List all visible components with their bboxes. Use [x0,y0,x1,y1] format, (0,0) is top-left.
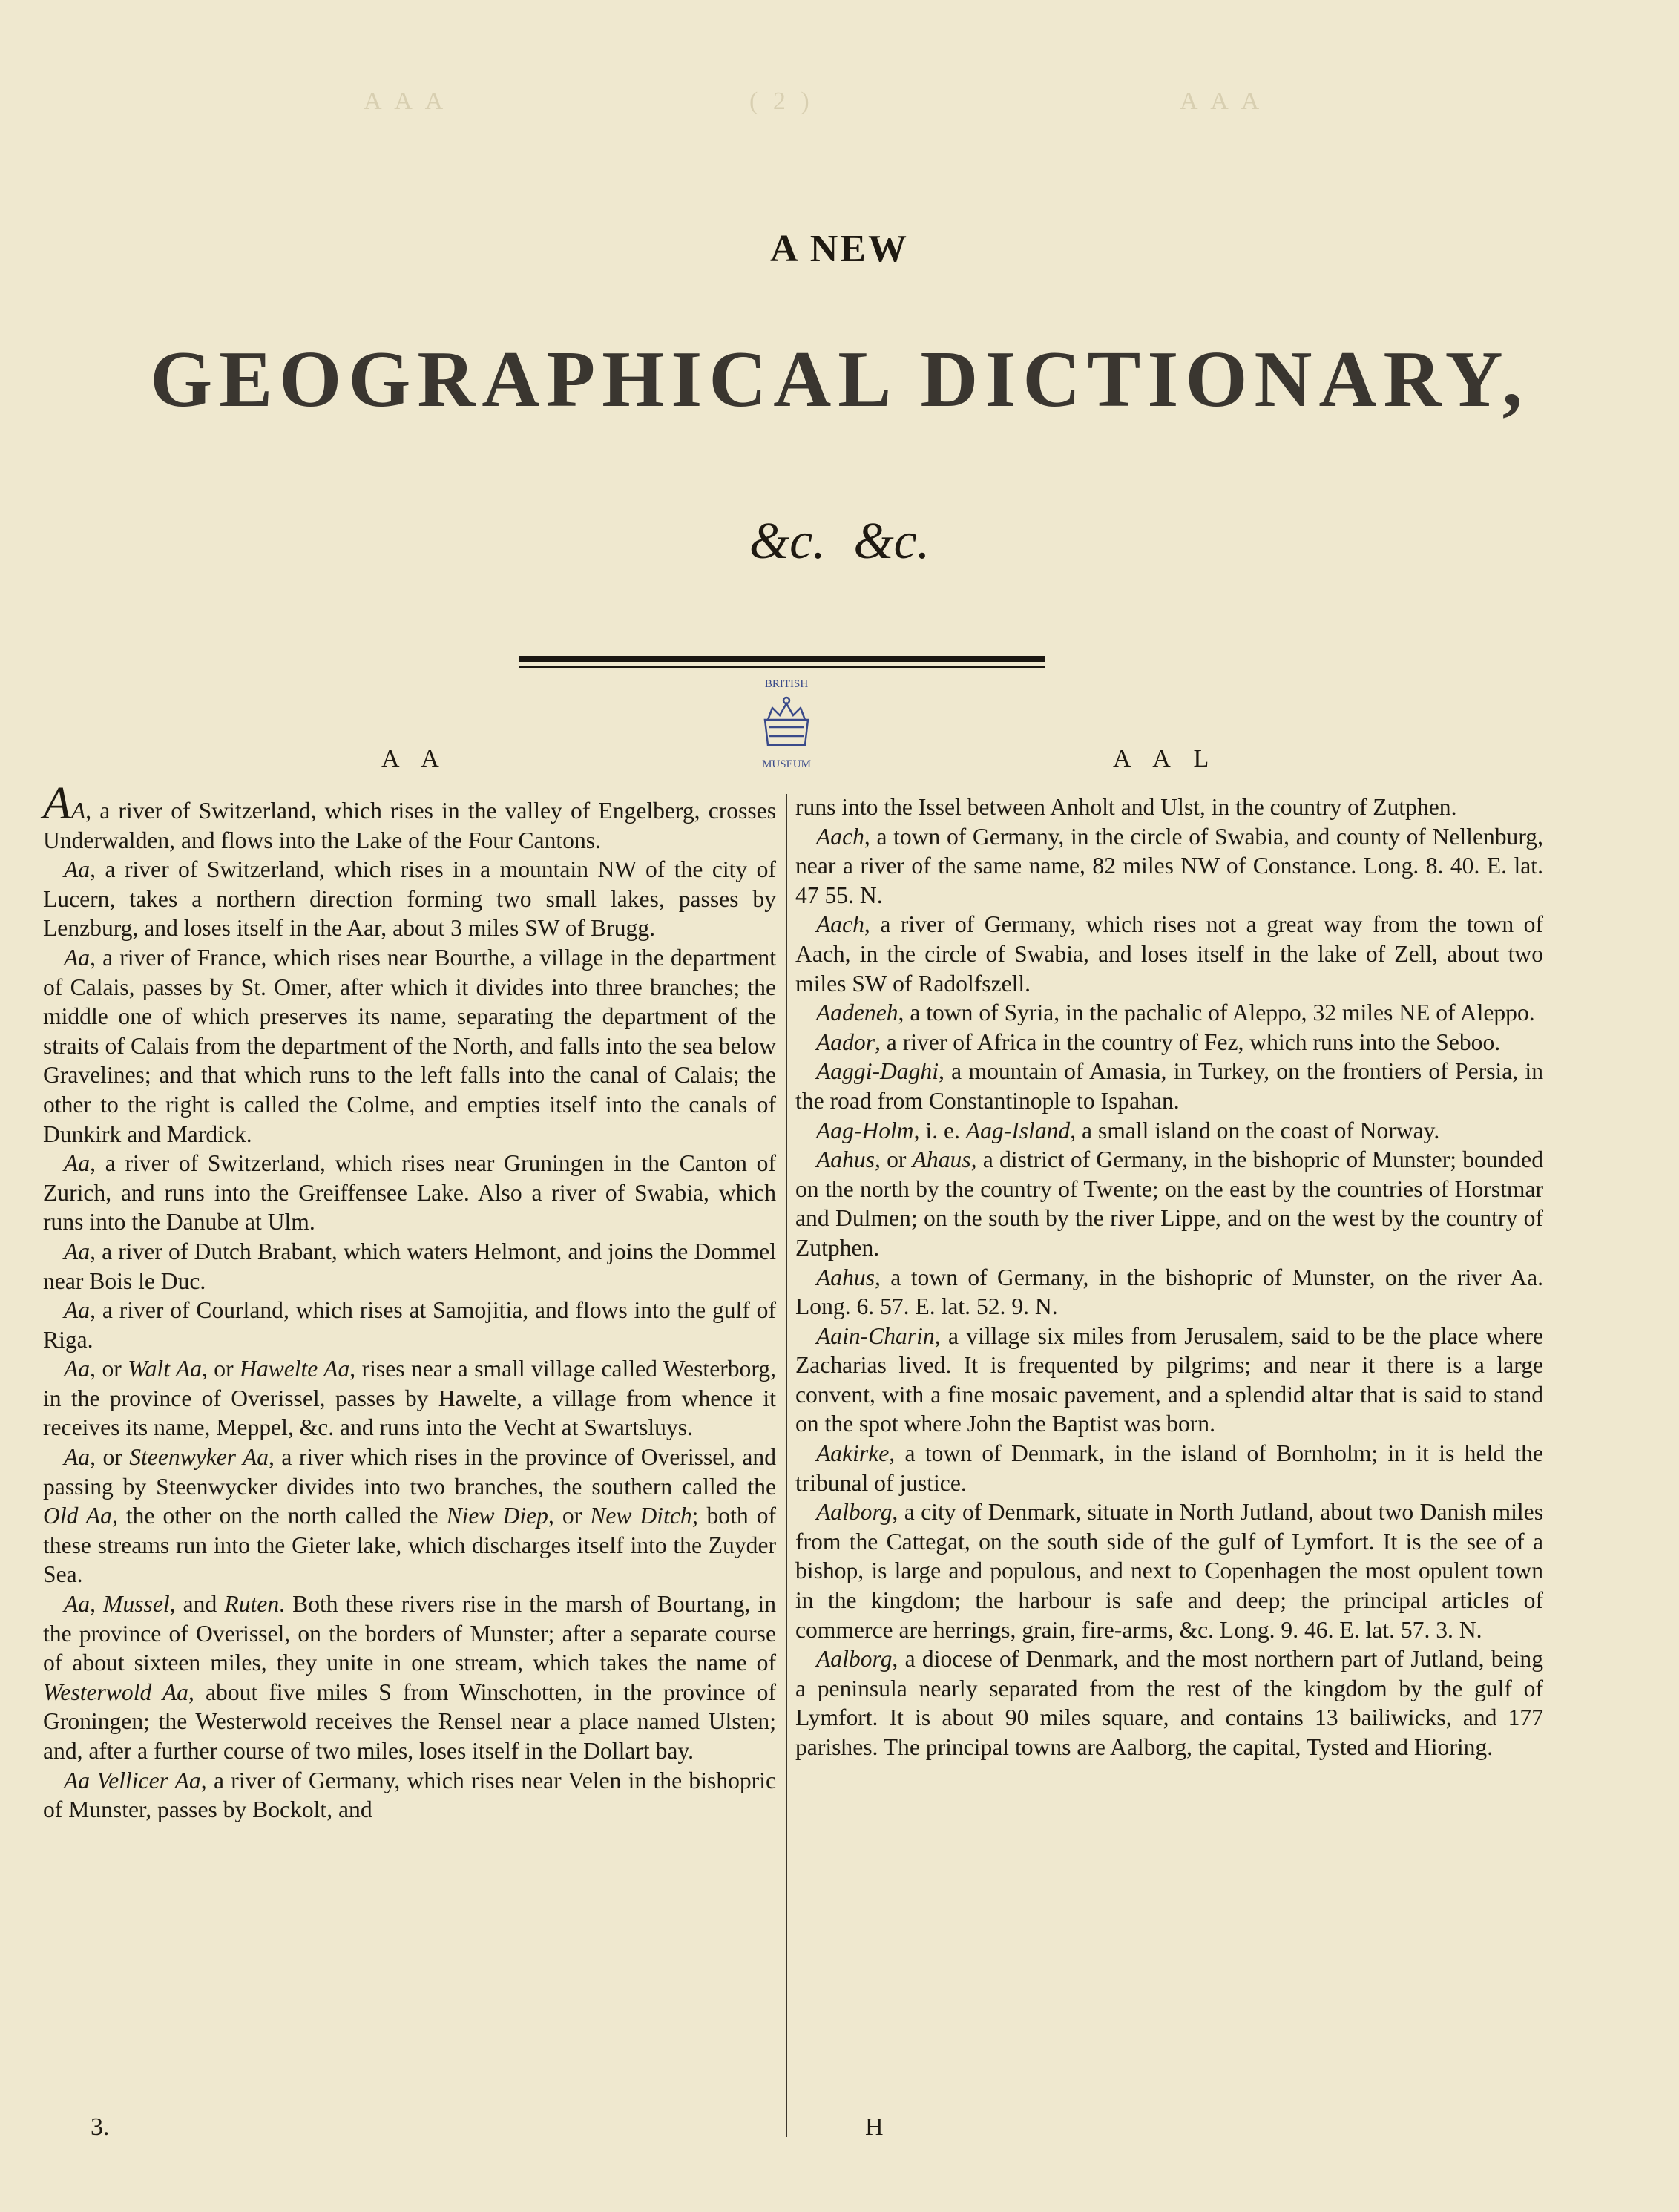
entry-headword: Aach [816,911,864,938]
entry-headword: Aa [64,1238,91,1264]
dictionary-entry [795,1028,1543,1057]
entry-headword: Aadeneh [816,1000,898,1026]
entry-text: , a river of Switzerland, which rises in the valley of Engelberg, crosses Underwalden, and flows into the Lake of the Four Cantons. [43,798,776,853]
dictionary-entry [43,1589,776,1766]
entry-headword: Steenwyker Aa [129,1444,269,1471]
entry-text: . Both these rivers rise in the marsh of Bourtang, in the province of Overissel, on the borders of Munster; after a separate course of about sixteen miles, they unite in one stream, which takes the name of [43,1591,776,1676]
dictionary-entry [795,1116,1543,1146]
entry-headword-dropcap: A [43,778,71,829]
page-title: GEOGRAPHICAL DICTIONARY, [150,335,1529,424]
entry-italic: Old Aa [43,1503,112,1529]
entry-text: , a district of Germany, in the bishopric of Munster; bounded on the north by the country of Twente; on the east by the countries of Horstmar and Dulmen; on the south by the river Lippe, and on the west by the country of Zutphen. [795,1146,1544,1261]
entry-headword: A [70,798,86,824]
entry-text: , rises near a small village called Westerborg, in the province of Overissel, passes by Hawelte, a village from whence it receives its name, Meppel, &c. and runs into the Vecht at Swartsluys. [43,1356,776,1441]
entry-text: , a small island on the coast of Norway. [1070,1117,1440,1143]
entry-headword: Aain-Charin [816,1322,935,1349]
show-through-text: A A A [364,88,448,115]
entry-headword: Aakirke [816,1440,890,1467]
entry-text: , a river of Switzerland, which rises near Gruningen in the Canton of Zurich, and runs into the Greiffensee Lake. Also a river of Swabia, which runs into the Danube at Ulm. [43,1150,776,1235]
entry-headword: Ruten [224,1591,280,1618]
entry-headword: Aa, Mussel, [64,1591,176,1618]
show-through-text: ( 2 ) [749,88,814,115]
entry-headword: Aalborg [816,1646,893,1673]
entry-text: , a river of Dutch Brabant, which waters Helmont, and joins the Dommel near Bois le Duc. [43,1238,776,1294]
entry-text: , a river of Germany, which rises not a great way from the town of Aach, in the circle of Swabia, and loses itself in the lake of Zell, about two miles SW of Radolfszell. [795,911,1543,997]
entry-italic: New Ditch [590,1503,692,1529]
entry-italic: Niew Diep [446,1503,548,1529]
dictionary-entry [795,1644,1543,1762]
entry-text: , a diocese of Denmark, and the most northern part of Jutland, being a peninsula nearly separated from the rest of the kingdom by the gulf of Lymfort. It is about 90 miles square, and contains 13 bailiwicks, and 177 parishes. The principal towns are Aalborg, the capital, Tysted and Hioring. [795,1646,1543,1760]
entry-headword: Aa [64,1150,91,1177]
entry-headword: Aaggi-Daghi [816,1058,939,1085]
dictionary-entry [795,1263,1543,1322]
entry-text: , or [874,1146,913,1173]
entry-headword: Aag-Island [965,1117,1071,1143]
dictionary-entry-continued [795,792,1543,822]
dictionary-entry [43,1149,776,1237]
left-column [43,778,777,1825]
right-column-heading: A A L [1113,745,1218,772]
signature-mark-left: 3. [91,2113,110,2141]
entry-headword: Aa [64,1356,91,1382]
entry-text: , a river of Switzerland, which rises in a mountain NW of the city of Lucern, takes a northern direction forming two small lakes, passes by Lenzburg, and loses itself in the Aar, about 3 miles SW of Brugg. [43,856,776,942]
entry-headword: Aahus [816,1146,875,1173]
entry-text: , i. e. [913,1117,966,1143]
entry-headword: Aador [816,1028,875,1055]
dictionary-entry [795,998,1543,1028]
entry-text: , a river which rises in the province of Overissel, and passing by Steenwycker divides into two branches, the southern called the [43,1444,777,1500]
entry-text: , a town of Germany, in the bishopric of Munster, on the river Aa. Long. 6. 57. E. lat. 52. 9. N. [795,1264,1543,1320]
entry-headword: Aahus [816,1264,875,1290]
entry-text: runs into the Issel between Anholt and Ulst, in the country of Zutphen. [795,794,1457,820]
entry-text: , the other on the north called the [111,1503,447,1529]
dictionary-entry [43,1766,776,1825]
entry-text: , or [90,1444,130,1471]
show-through-text: A A A [1180,88,1264,115]
entry-text: , a city of Denmark, situate in North Jutland, about two Danish miles from the Cattegat, on the south side of the gulf of Lymfort. It is the see of a bishop, is large and populous, and next to Copenhagen the most opulent town in the kingdom; the harbour is safe and deep; the principal articles of commerce are herrings, grain, fire-arms, &c. Long. 9. 46. E. lat. 57. 3. N. [795,1499,1543,1643]
entry-text: , a river of Courland, which rises at Samojitia, and flows into the gulf of Riga. [43,1297,776,1353]
right-column [795,792,1543,1762]
pre-title: A NEW [770,228,909,270]
entry-text: , a town of Denmark, in the island of Bornholm; in it is held the tribunal of justice. [795,1440,1543,1496]
stamp-bottom-text: MUSEUM [762,758,811,770]
entry-text: , a mountain of Amasia, in Turkey, on the frontiers of Persia, in the road from Constantinople to Ispahan. [795,1058,1543,1114]
entry-headword: Aa [64,1444,91,1471]
entry-headword: Walt Aa [128,1356,202,1382]
entry-headword: Hawelte Aa [240,1356,350,1382]
british-museum-stamp [731,668,842,779]
entry-text: , or [548,1503,591,1529]
entry-text: , about five miles S from Winschotten, in the province of Groningen; the Westerwold receives the Rensel near a place named Ulsten; and, after a further course of two miles, loses itself in the Dollart bay. [43,1678,777,1764]
dictionary-entry [795,1497,1543,1644]
dictionary-entry [795,1145,1543,1262]
entry-text: , a river of France, which rises near Bourthe, a village in the department of Calais, passes by St. Omer, after which it divides into three branches; the middle one of which preserves its name, separating the department of the straits of Calais from the department of the North, and falls into the sea below Gravelines; and that which runs to the left falls into the canal of Calais; the other to the right is called the Colme, and empties itself into the canals of Dunkirk and Mardick. [43,944,776,1147]
dictionary-entry [795,1057,1543,1115]
entry-text: , a village six miles from Jerusalem, said to be the place where Zacharias lived. It is frequented by pilgrims; and near it there is a large convent, with a fine mosaic pavement, and a splendid altar that is said to stand on the spot where John the Baptist was born. [795,1322,1543,1437]
signature-mark-right: H [865,2113,884,2141]
dictionary-entry [43,943,776,1149]
entry-text: , or [201,1356,240,1382]
dictionary-entry [795,822,1543,910]
column-divider [786,794,787,2137]
dictionary-entry [43,778,776,855]
title-etc: &c. &c. [749,513,930,570]
dictionary-entry [43,1443,776,1589]
dictionary-entry [795,1439,1543,1497]
entry-headword: Aag-Holm [816,1117,914,1143]
left-column-heading: A A [381,745,448,772]
entry-headword: Aa Vellicer Aa [64,1767,201,1793]
entry-headword: Aalborg [816,1499,893,1526]
entry-headword: Aa [64,856,91,883]
entry-italic: Westerwold Aa [43,1678,188,1705]
entry-text: and [175,1591,225,1618]
entry-text: , a river of Africa in the country of Fez, which runs into the Seboo. [874,1028,1501,1055]
entry-headword: Aach [816,823,864,850]
dictionary-entry [795,910,1543,998]
dictionary-entry [795,1322,1543,1439]
entry-text: , a town of Germany, in the circle of Swabia, and county of Nellenburg, near a river of the same name, 82 miles NW of Constance. Long. 8. 40. E. lat. 47 55. N. [795,823,1543,908]
dictionary-entry [43,1354,776,1443]
entry-headword: Aa [64,1297,91,1324]
dictionary-entry [43,1237,776,1296]
entry-text: , a town of Syria, in the pachalic of Aleppo, 32 miles NE of Aleppo. [898,1000,1535,1026]
entry-text: ; both of these streams run into the Gieter lake, which discharges itself into the Zuyder Sea. [43,1503,777,1588]
dictionary-entry [43,855,776,943]
title-rule [519,656,1045,662]
entry-headword: Aa [64,944,91,971]
entry-text: , a river of Germany, which rises near Velen in the bishopric of Munster, passes by Bockolt, and [43,1767,776,1823]
entry-text: , or [90,1356,128,1382]
stamp-top-text: BRITISH [764,678,809,690]
entry-headword: Ahaus [912,1146,971,1173]
dictionary-entry [43,1296,776,1354]
